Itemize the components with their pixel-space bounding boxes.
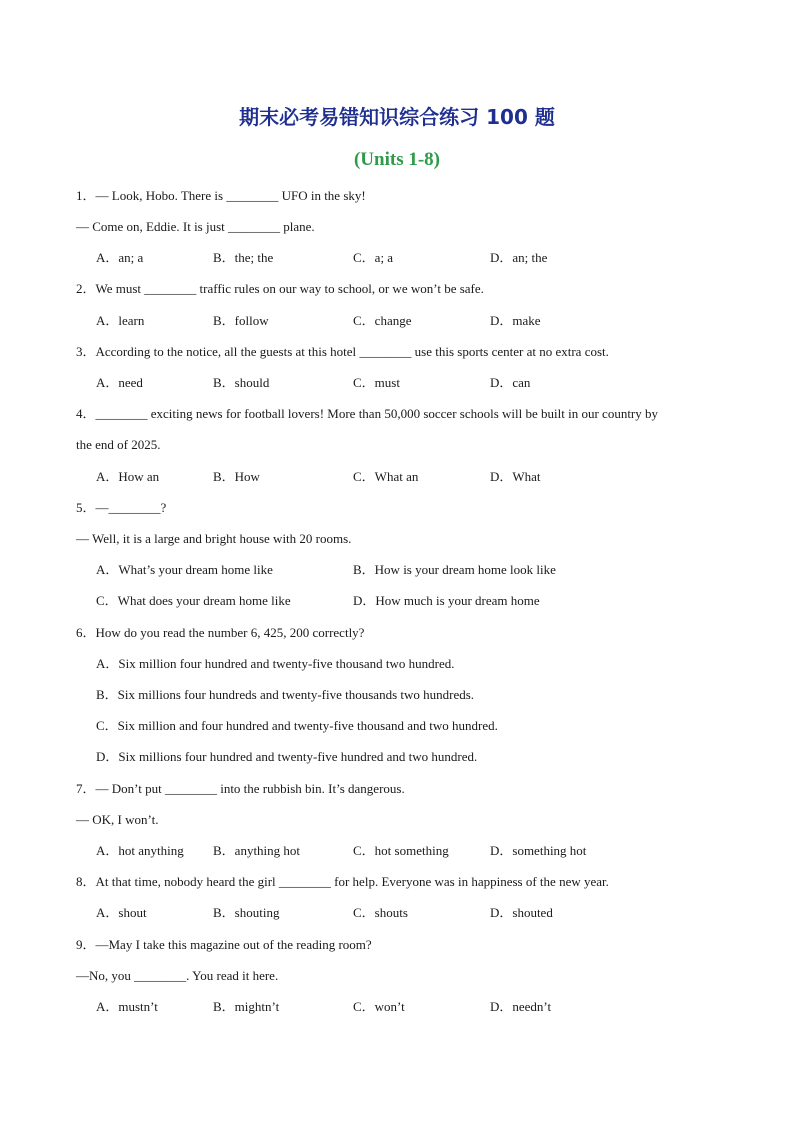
question-9-option-c[interactable]: C．won’t [353,999,405,1014]
question-6-option-d[interactable]: D．Six millions four hundred and twenty-five hundred and two hundred. [96,749,478,764]
question-1-option-c[interactable]: C．a; a [353,250,394,265]
question-1-stem: 1．— Look, Hobo. There is ________ UFO in the sky! [76,188,366,203]
question-5-option-d[interactable]: D．How much is your dream home [353,593,540,608]
question-2-option-b[interactable]: B．follow [213,313,269,328]
question-5-option-a[interactable]: A．What’s your dream home like [96,562,273,577]
question-9-option-b[interactable]: B．mightn’t [213,999,280,1014]
question-8-option-b[interactable]: B．shouting [213,905,280,920]
question-4-option-c[interactable]: C．What an [353,469,419,484]
question-9-stem-2: —No, you ________. You read it here. [76,968,279,983]
question-9-option-d[interactable]: D．needn’t [490,999,552,1014]
question-7-stem: 7．— Don’t put ________ into the rubbish bin. It’s dangerous. [76,781,405,796]
question-8-option-c[interactable]: C．shouts [353,905,408,920]
question-5-option-b[interactable]: B．How is your dream home look like [353,562,556,577]
question-5-stem-2: — Well, it is a large and bright house with 20 rooms. [76,531,352,546]
question-2-option-c[interactable]: C．change [353,313,412,328]
question-3-option-c[interactable]: C．must [353,375,400,390]
question-6-option-a[interactable]: A．Six million four hundred and twenty-five thousand two hundred. [96,656,455,671]
question-1-option-d[interactable]: D．an; the [490,250,548,265]
question-8-stem: 8．At that time, nobody heard the girl ________ for help. Everyone was in happiness of the new year. [76,874,609,889]
question-7-option-a[interactable]: A．hot anything [96,843,184,858]
question-7-option-c[interactable]: C．hot something [353,843,449,858]
question-6-stem: 6．How do you read the number 6, 425, 200 correctly? [76,625,365,640]
question-5-option-c[interactable]: C．What does your dream home like [96,593,291,608]
question-2-option-d[interactable]: D．make [490,313,541,328]
question-3-option-d[interactable]: D．can [490,375,531,390]
question-2-stem: 2．We must ________ traffic rules on our way to school, or we won’t be safe. [76,281,484,296]
question-4-option-a[interactable]: A．How an [96,469,160,484]
question-1-option-b[interactable]: B．the; the [213,250,274,265]
question-4-option-b[interactable]: B．How [213,469,260,484]
question-9-option-a[interactable]: A．mustn’t [96,999,158,1014]
question-6-option-c[interactable]: C．Six million and four hundred and twenty-five thousand and two hundred. [96,718,498,733]
question-2-option-a[interactable]: A．learn [96,313,145,328]
page-subtitle: (Units 1-8) [353,149,441,170]
question-8-option-a[interactable]: A．shout [96,905,147,920]
question-8-option-d[interactable]: D．shouted [490,905,553,920]
question-4-stem: 4．________ exciting news for football lovers! More than 50,000 soccer schools will be built in our country by [76,406,659,421]
page-title: 期末必考易错知识综合练习 100 题 [239,105,555,129]
question-5-stem: 5．—________? [76,500,167,515]
question-4-option-d[interactable]: D．What [490,469,541,484]
question-3-option-b[interactable]: B．should [213,375,270,390]
question-7-option-b[interactable]: B．anything hot [213,843,301,858]
question-1-stem-2: — Come on, Eddie. It is just ________ plane. [76,219,315,234]
question-9-stem: 9．—May I take this magazine out of the reading room? [76,937,372,952]
question-3-option-a[interactable]: A．need [96,375,143,390]
question-1-option-a[interactable]: A．an; a [96,250,144,265]
question-7-stem-2: — OK, I won’t. [76,812,159,827]
question-6-option-b[interactable]: B．Six millions four hundreds and twenty-five thousands two hundreds. [96,687,475,702]
question-4-stem-2: the end of 2025. [76,437,161,452]
question-3-stem: 3．According to the notice, all the guests at this hotel ________ use this sports center at no extra cost. [76,344,609,359]
question-7-option-d[interactable]: D．something hot [490,843,587,858]
